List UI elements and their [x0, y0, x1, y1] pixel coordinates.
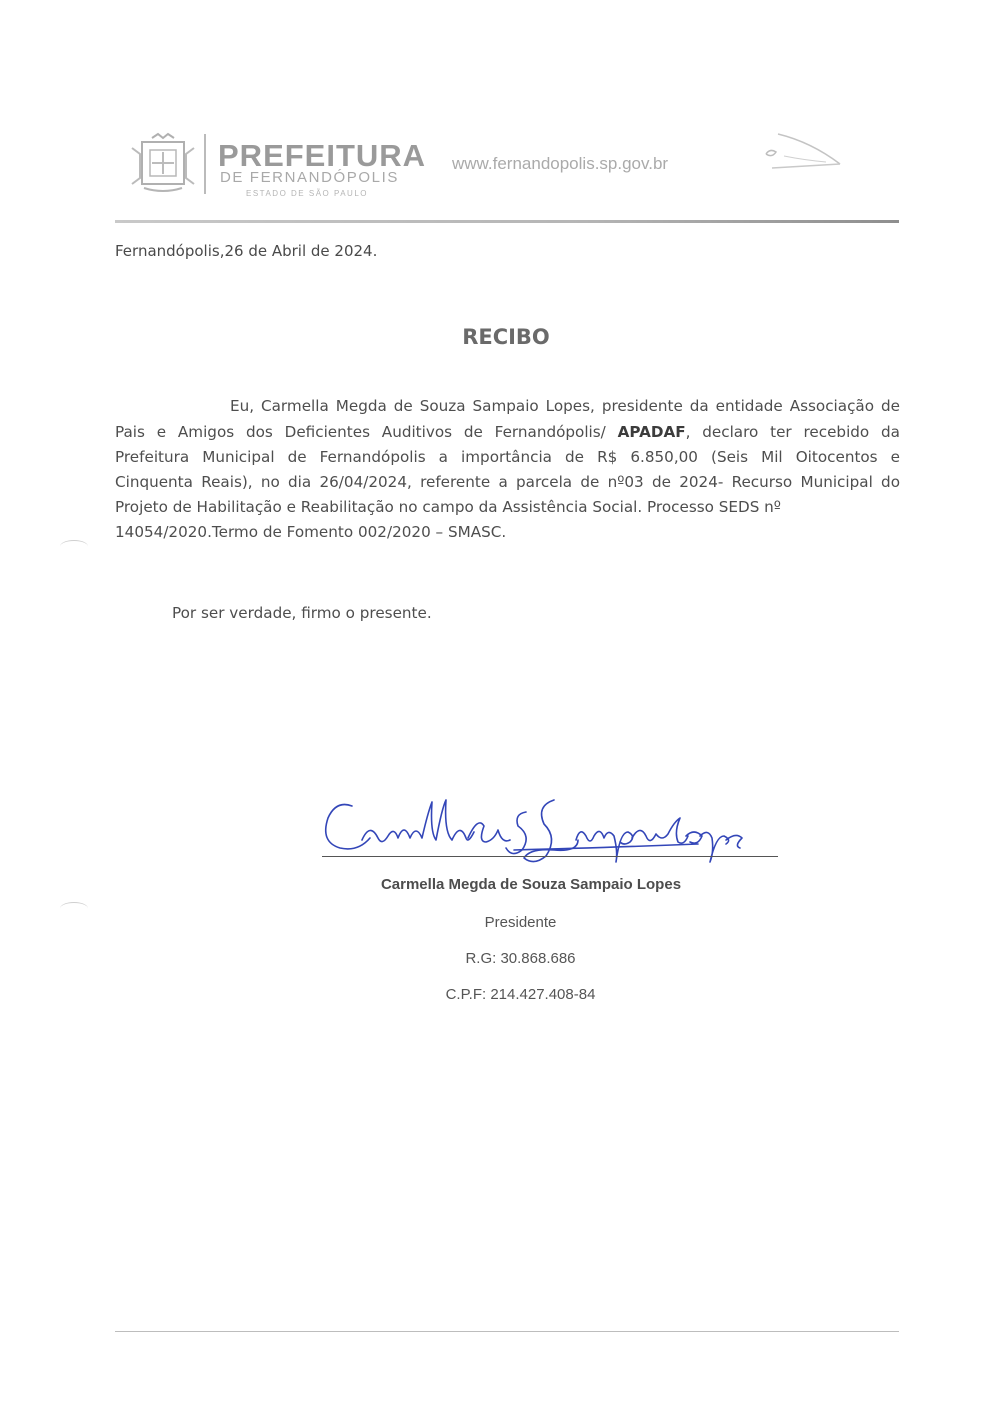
org-state: ESTADO DE SÃO PAULO: [246, 189, 369, 198]
org-subtitle: DE FERNANDÓPOLIS: [220, 169, 399, 186]
emblem-icon: [756, 128, 842, 188]
entity-acronym: APADAF: [617, 423, 686, 441]
signer-rg: R.G: 30.868.686: [465, 950, 576, 967]
body-line-6: 14054/2020.Termo de Fomento 002/2020 – SMASC.: [115, 523, 507, 541]
body-line-5: Projeto de Habilitação e Reabilitação no campo da Assistência Social. Processo SEDS nº: [115, 498, 781, 516]
punch-hole-mark: [60, 540, 88, 553]
body-line-3: Prefeitura Municipal de Fernandópolis a importância de R$ 6.850,00 (Seis Mil Oitocentos e: [115, 448, 900, 466]
closing-statement: Por ser verdade, firmo o presente.: [172, 604, 432, 622]
handwritten-signature: [318, 792, 748, 874]
website-link[interactable]: www.fernandopolis.sp.gov.br: [452, 154, 669, 173]
body-line-2: Pais e Amigos dos Deficientes Auditivos de Fernandópolis/ APADAF, declaro ter recebido da: [115, 423, 900, 441]
coat-of-arms-icon: [128, 132, 198, 194]
signature-line: [322, 856, 778, 857]
header-divider: [204, 134, 206, 194]
org-name: PREFEITURA: [218, 138, 427, 173]
document-title: RECIBO: [462, 325, 550, 349]
body-line-1: Eu, Carmella Megda de Souza Sampaio Lopes, presidente da entidade Associação de: [230, 397, 900, 415]
header-rule: [115, 220, 899, 223]
punch-hole-mark: [60, 902, 88, 915]
document-date: Fernandópolis,26 de Abril de 2024.: [115, 242, 378, 260]
signer-cpf: C.P.F: 214.427.408-84: [445, 986, 596, 1003]
footer-rule: [115, 1331, 899, 1332]
body-line-4: Cinquenta Reais), no dia 26/04/2024, referente a parcela de nº03 de 2024- Recurso Municipal do: [115, 473, 900, 491]
signer-name: Carmella Megda de Souza Sampaio Lopes: [380, 876, 682, 893]
signer-role: Presidente: [484, 914, 557, 931]
